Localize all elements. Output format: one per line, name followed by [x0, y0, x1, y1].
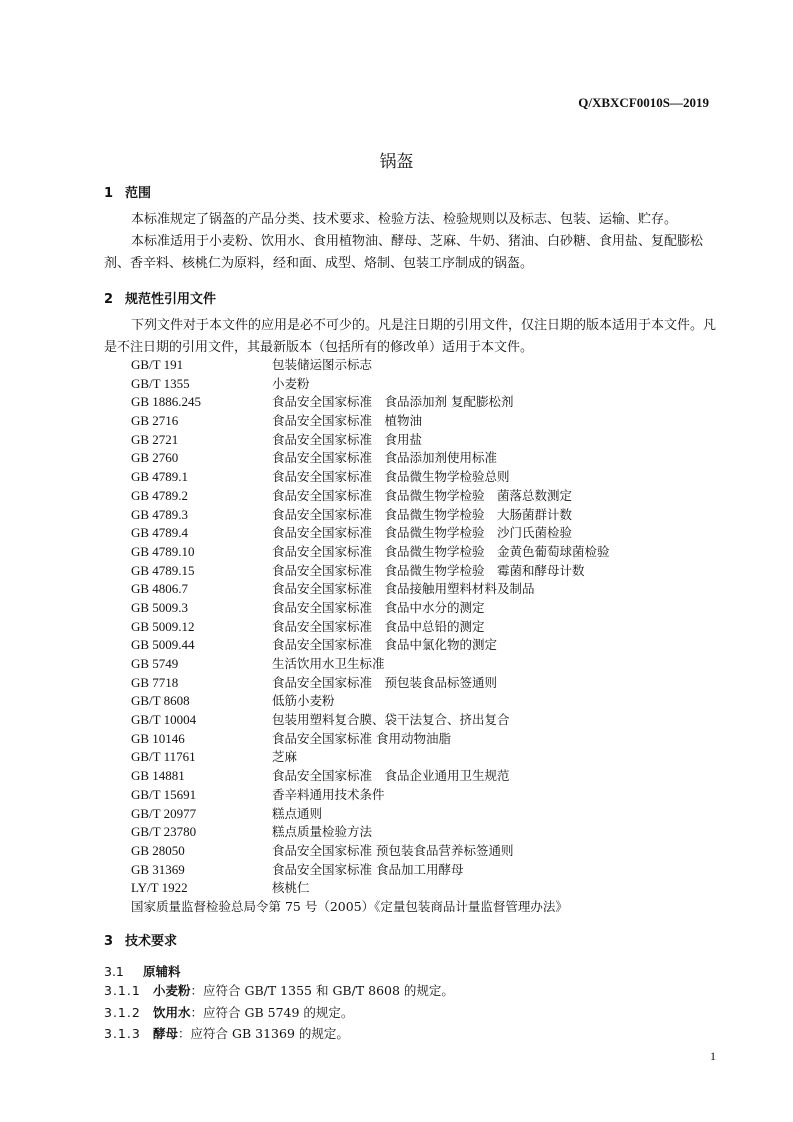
- reference-title: 食品安全国家标准 食品微生物学检验 霉菌和酵母计数: [272, 562, 585, 578]
- reference-title: 食品安全国家标准 食用动物油脂: [272, 730, 451, 746]
- reference-title: 小麦粉: [272, 375, 310, 391]
- reference-item: [131, 767, 610, 786]
- reference-code: GB 2721: [131, 431, 179, 447]
- reference-code: GB/T 191: [131, 357, 184, 372]
- reference-title: 包装储运图示标志: [272, 357, 373, 372]
- reference-code: GB 5009.12: [131, 618, 195, 634]
- reference-code: GB 5009.44: [131, 637, 195, 653]
- reference-title: 食品安全国家标准 食品添加剂 复配膨松剂: [272, 394, 514, 410]
- reference-title: 糕点质量检验方法: [272, 824, 373, 840]
- decree-text: 国家质量监督检验总局令第 75 号（2005）《定量包装商品计量监督管理办法》: [131, 898, 568, 914]
- section-number: 3: [104, 934, 114, 949]
- reference-title: 食品安全国家标准 食品微生物学检验总则: [272, 469, 510, 485]
- reference-item: [131, 393, 610, 412]
- reference-item: [131, 879, 610, 898]
- reference-code: GB/T 23780: [131, 824, 197, 840]
- reference-title: 食品安全国家标准 食品接触用塑料材料及制品: [272, 581, 535, 597]
- reference-title: 食品安全国家标准 食品企业通用卫生规范: [272, 768, 510, 784]
- reference-title: 食品安全国家标准 食品微生物学检验 大肠菌群计数: [272, 506, 573, 522]
- reference-code: GB 31369: [131, 861, 185, 877]
- section-title: 范围: [125, 186, 152, 201]
- reference-code: GB 2716: [131, 413, 179, 429]
- section-2-heading: [104, 288, 216, 307]
- reference-code: GB 4789.15: [131, 562, 195, 578]
- reference-code: GB 4789.2: [131, 487, 189, 503]
- reference-title: 食品安全国家标准 食品微生物学检验 菌落总数测定: [272, 487, 573, 503]
- reference-code: GB 5009.3: [131, 599, 189, 615]
- reference-item: [131, 599, 610, 618]
- reference-code: GB 10146: [131, 730, 185, 746]
- reference-title: 食品安全国家标准 食品中氯化物的测定: [272, 637, 498, 653]
- reference-code: GB 4789.10: [131, 543, 195, 559]
- section-number: 1: [104, 186, 114, 201]
- reference-code: GB/T 1355: [131, 375, 190, 391]
- section-title: 技术要求: [125, 934, 178, 949]
- reference-code: GB 28050: [131, 842, 185, 858]
- standard-code: Q/XBXCF0010S—2019: [578, 95, 709, 110]
- subsection-3-1-heading: [104, 962, 181, 980]
- clause-term: 酵母: [153, 1026, 179, 1041]
- reference-title: 食品安全国家标准 食品微生物学检验 金黄色葡萄球菌检验: [272, 543, 610, 559]
- section-number: 2: [104, 292, 114, 307]
- section-title: 规范性引用文件: [125, 292, 217, 307]
- reference-title: 包装用塑料复合膜、袋干法复合、挤出复合: [272, 712, 510, 728]
- subsection-title: 原辅料: [143, 964, 181, 979]
- reference-title: 低筋小麦粉: [272, 693, 335, 709]
- reference-item: [131, 543, 610, 562]
- clause-3-1-3: [104, 1024, 349, 1042]
- reference-item: [131, 730, 610, 749]
- reference-item: [131, 562, 610, 581]
- reference-title: 香辛料通用技术条件: [272, 786, 385, 802]
- reference-item: [131, 468, 610, 487]
- subsection-number: 3.1: [104, 964, 124, 979]
- reference-code: GB/T 20977: [131, 805, 197, 821]
- reference-item: [131, 524, 610, 543]
- reference-code: GB 14881: [131, 768, 185, 784]
- reference-title: 糕点通则: [272, 805, 323, 821]
- reference-item: [131, 449, 610, 468]
- reference-title: 生活饮用水卫生标准: [272, 656, 385, 671]
- reference-code: GB/T 10004: [131, 712, 197, 728]
- clause-number: 3.1.2: [104, 1005, 141, 1020]
- reference-code: GB 2760: [131, 450, 179, 466]
- reference-title: 食品安全国家标准 预包装食品标签通则: [272, 674, 498, 690]
- reference-title: 核桃仁: [272, 880, 310, 896]
- scope-paragraph-1: 本标准规定了锅盔的产品分类、技术要求、检验方法、检验规则以及标志、包装、运输、贮存。: [131, 212, 678, 227]
- reference-title: 食品安全国家标准 食品微生物学检验 沙门氏菌检验: [272, 525, 573, 541]
- reference-item: [131, 506, 610, 525]
- clause-text: ：应符合 GB 31369 的规定。: [178, 1026, 349, 1041]
- reference-code: GB 1886.245: [131, 394, 202, 410]
- reference-code: GB 4789.1: [131, 469, 189, 485]
- clause-number: 3.1.3: [104, 1026, 141, 1041]
- references-intro: 下列文件对于本文件的应用是必不可少的。凡是注日期的引用文件，仅注日期的版本适用于本文件。凡是不注日期的引用文件，其最新版本（包括所有的修改单）适用于本文件。: [104, 318, 717, 355]
- reference-code: LY/T 1922: [131, 880, 188, 896]
- reference-item: [131, 842, 610, 861]
- reference-title: 食品安全国家标准 食品中水分的测定: [272, 599, 485, 615]
- reference-item: [131, 805, 610, 824]
- scope-paragraph-2: 本标准适用于小麦粉、饮用水、食用植物油、酵母、芝麻、牛奶、猪油、白砂糖、食用盐、复配膨松剂、香辛料、核桃仁为原料，经和面、成型、烙制、包装工序制成的锅盔。: [104, 234, 704, 271]
- reference-code: GB/T 8608: [131, 693, 190, 709]
- reference-title: 食品安全国家标准 预包装食品营养标签通则: [272, 842, 514, 858]
- reference-item: [131, 618, 610, 637]
- reference-title: 食品安全国家标准 食用盐: [272, 431, 423, 447]
- clause-3-1-2: [104, 1003, 353, 1021]
- reference-item: [131, 487, 610, 506]
- reference-item: [131, 356, 610, 375]
- reference-item: [131, 861, 610, 880]
- reference-item: [131, 711, 610, 730]
- clause-3-1-1: [104, 981, 454, 999]
- reference-code: GB/T 11761: [131, 749, 196, 765]
- section-1-heading: [104, 182, 151, 201]
- reference-code: GB/T 15691: [131, 786, 197, 802]
- document-title: 锅盔: [379, 152, 414, 172]
- reference-code: GB 5749: [131, 656, 179, 671]
- clause-term: 小麦粉: [153, 983, 191, 998]
- reference-code: GB 4806.7: [131, 581, 189, 597]
- reference-item: [131, 431, 610, 450]
- reference-title: 食品安全国家标准 食品中总铅的测定: [272, 618, 485, 634]
- reference-item: [131, 580, 610, 599]
- decree-reference: [131, 898, 610, 917]
- clause-text: ：应符合 GB/T 1355 和 GB/T 8608 的规定。: [190, 983, 454, 998]
- reference-code: GB 7718: [131, 674, 179, 690]
- reference-code: GB 4789.4: [131, 525, 189, 541]
- reference-list: [131, 356, 610, 917]
- reference-title: 食品安全国家标准 食品添加剂使用标准: [272, 450, 498, 466]
- clause-text: ：应符合 GB 5749 的规定。: [190, 1005, 354, 1020]
- clause-term: 饮用水: [153, 1005, 191, 1020]
- reference-title: 芝麻: [272, 749, 298, 765]
- reference-item: [131, 823, 610, 842]
- reference-title: 食品安全国家标准 植物油: [272, 413, 423, 429]
- reference-item: [131, 375, 610, 394]
- reference-item: [131, 636, 610, 655]
- reference-item: [131, 412, 610, 431]
- clause-number: 3.1.1: [104, 983, 141, 998]
- reference-title: 食品安全国家标准 食品加工用酵母: [272, 861, 464, 877]
- page-number: 1: [710, 1049, 716, 1063]
- section-3-heading: [104, 930, 177, 949]
- reference-item: [131, 674, 610, 693]
- reference-item: [131, 692, 610, 711]
- reference-code: GB 4789.3: [131, 506, 189, 522]
- reference-item: [131, 748, 610, 767]
- reference-item: [131, 786, 610, 805]
- reference-item: [131, 655, 610, 674]
